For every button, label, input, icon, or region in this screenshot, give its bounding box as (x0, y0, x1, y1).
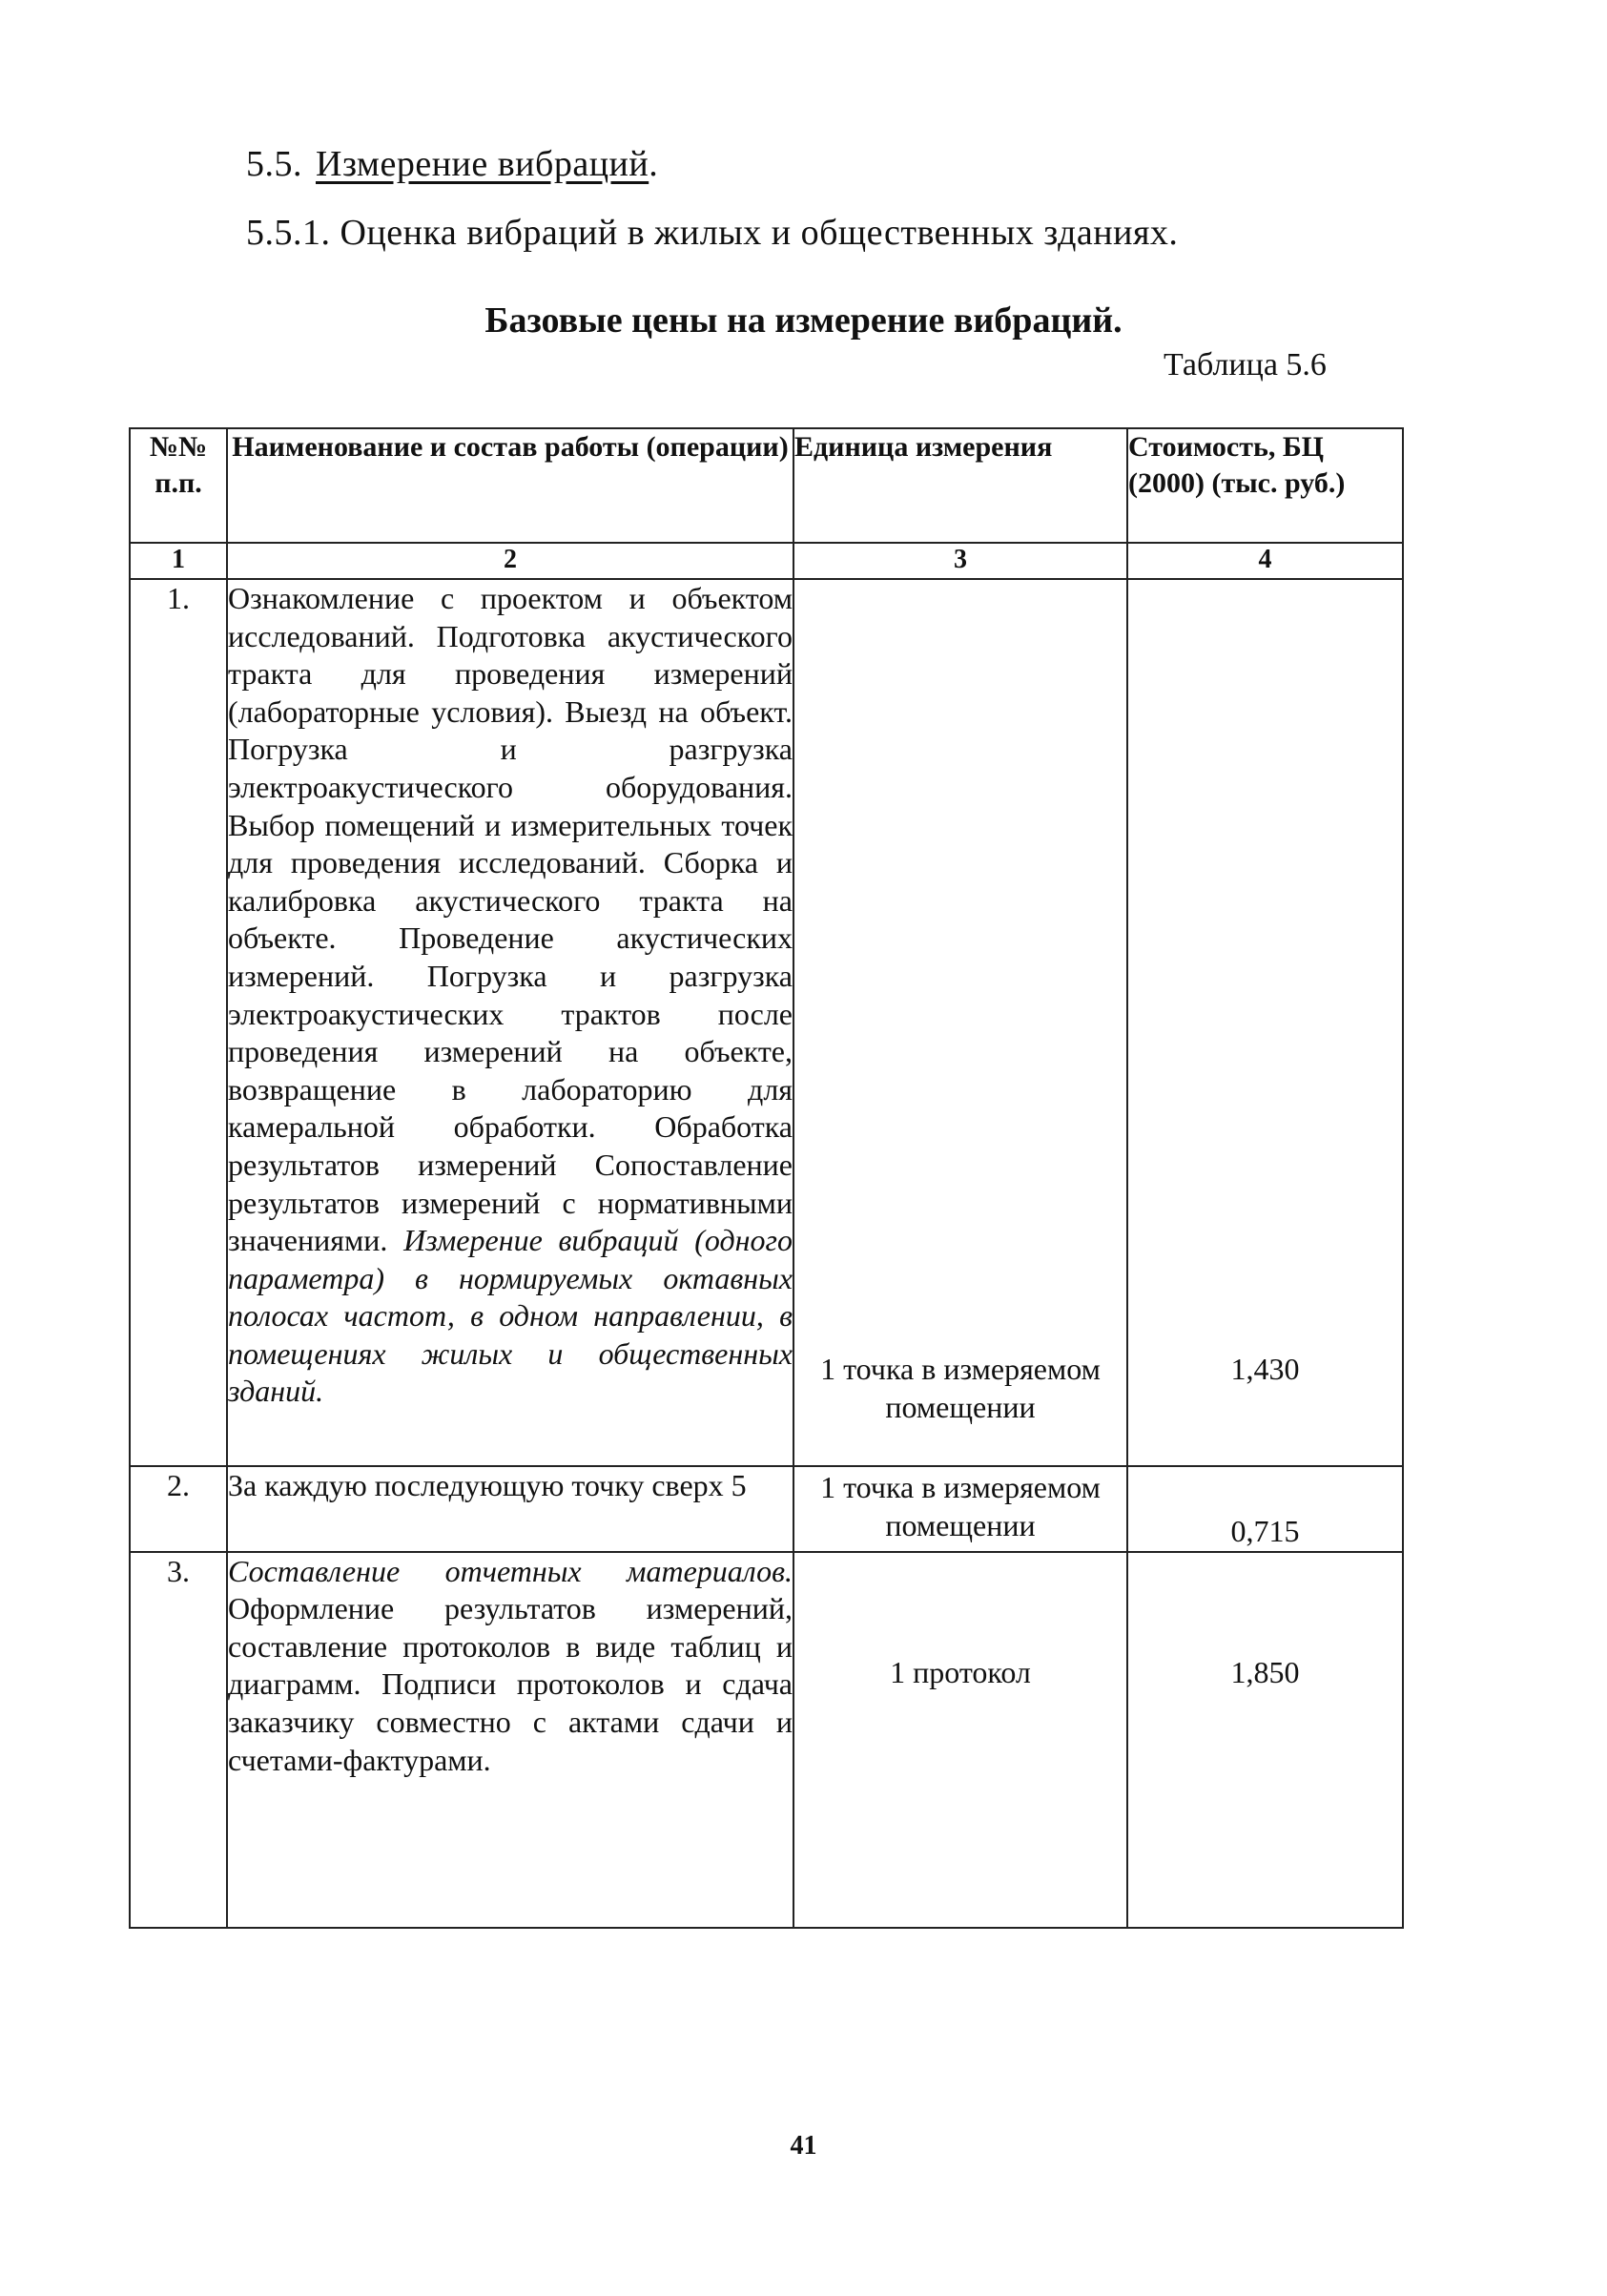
work-description-text: Ознакомление с проектом и объектом исследований. Подготовка акустического тракта для проведения измерений (лабораторные условия). Выезд на объект. Погрузка и разгрузка электроакустического оборудования. Выбор помещений и измерительных точек для проведения исследований. Сборка и калибровка акустического тракта на объекте. Проведение акустических измерений. Погрузка и разгрузка электроакустических трактов после проведения измерений на объекте, возвращение в лабораторию для камеральной обработки. Обработка результатов измерений Сопоставление результатов измерений с нормативными значениями. (228, 581, 793, 1258)
work-description-text: Оформление результатов измерений, составление протоколов в виде таблиц и диаграмм. Подписи протоколов и сдача заказчику совместно с актами сдачи и счетами-фактурами. (228, 1591, 793, 1777)
table-row (130, 1552, 1403, 1928)
subsection-heading: 5.5.1. Оценка вибраций в жилых и общественных зданиях. (246, 213, 1179, 253)
table-row (130, 579, 1403, 1466)
section-number: 5.5. (246, 144, 302, 184)
work-description-text: За каждую последующую точку сверх 5 (228, 1468, 747, 1502)
header-name: Наименование и состав работы (операции) (227, 428, 793, 543)
section-title: Измерение вибраций (316, 144, 649, 184)
column-number: 2 (227, 543, 793, 579)
table-header-row (130, 428, 1403, 543)
header-unit: Единица измерения (793, 428, 1127, 543)
column-number: 1 (130, 543, 227, 579)
column-number: 4 (1127, 543, 1403, 579)
work-description (227, 579, 793, 1466)
cost-value: 0,715 (1230, 1514, 1300, 1548)
unit-value: 1 протокол (793, 1552, 1127, 1928)
unit-value: 1 точка в измеряемом помещении (820, 1352, 1101, 1424)
section-heading (246, 143, 658, 185)
page-number: 41 (790, 2131, 817, 2161)
table-row (130, 1466, 1403, 1552)
header-cost: Стоимость, БЦ (2000) (тыс. руб.) (1127, 428, 1403, 543)
column-number-row (130, 543, 1403, 579)
row-number: 2. (130, 1466, 227, 1552)
header-no: №№ п.п. (130, 428, 227, 543)
work-description-italic: Составление отчетных материалов. (228, 1553, 793, 1588)
cost-cell (1127, 579, 1403, 1466)
row-number: 3. (130, 1552, 227, 1928)
work-description (227, 1466, 793, 1552)
table-number: Таблица 5.6 (1164, 347, 1327, 383)
cost-value: 1,430 (1230, 1352, 1300, 1386)
unit-value: 1 точка в измеряемом помещении (793, 1466, 1127, 1552)
table-title: Базовые цены на измерение вибраций. (484, 300, 1123, 341)
work-description (227, 1552, 793, 1928)
row-number: 1. (130, 579, 227, 1466)
cost-cell (1127, 1466, 1403, 1552)
section-title-punct: . (649, 144, 659, 184)
work-description-italic: Измерение вибраций (одного параметра) в нормируемых октавных полосах частот, в одном направлении, в помещениях жилых и общественных зданий. (228, 1223, 793, 1409)
price-table (129, 427, 1404, 1929)
column-number: 3 (793, 543, 1127, 579)
unit-cell (793, 579, 1127, 1466)
cost-value: 1,850 (1127, 1552, 1403, 1928)
